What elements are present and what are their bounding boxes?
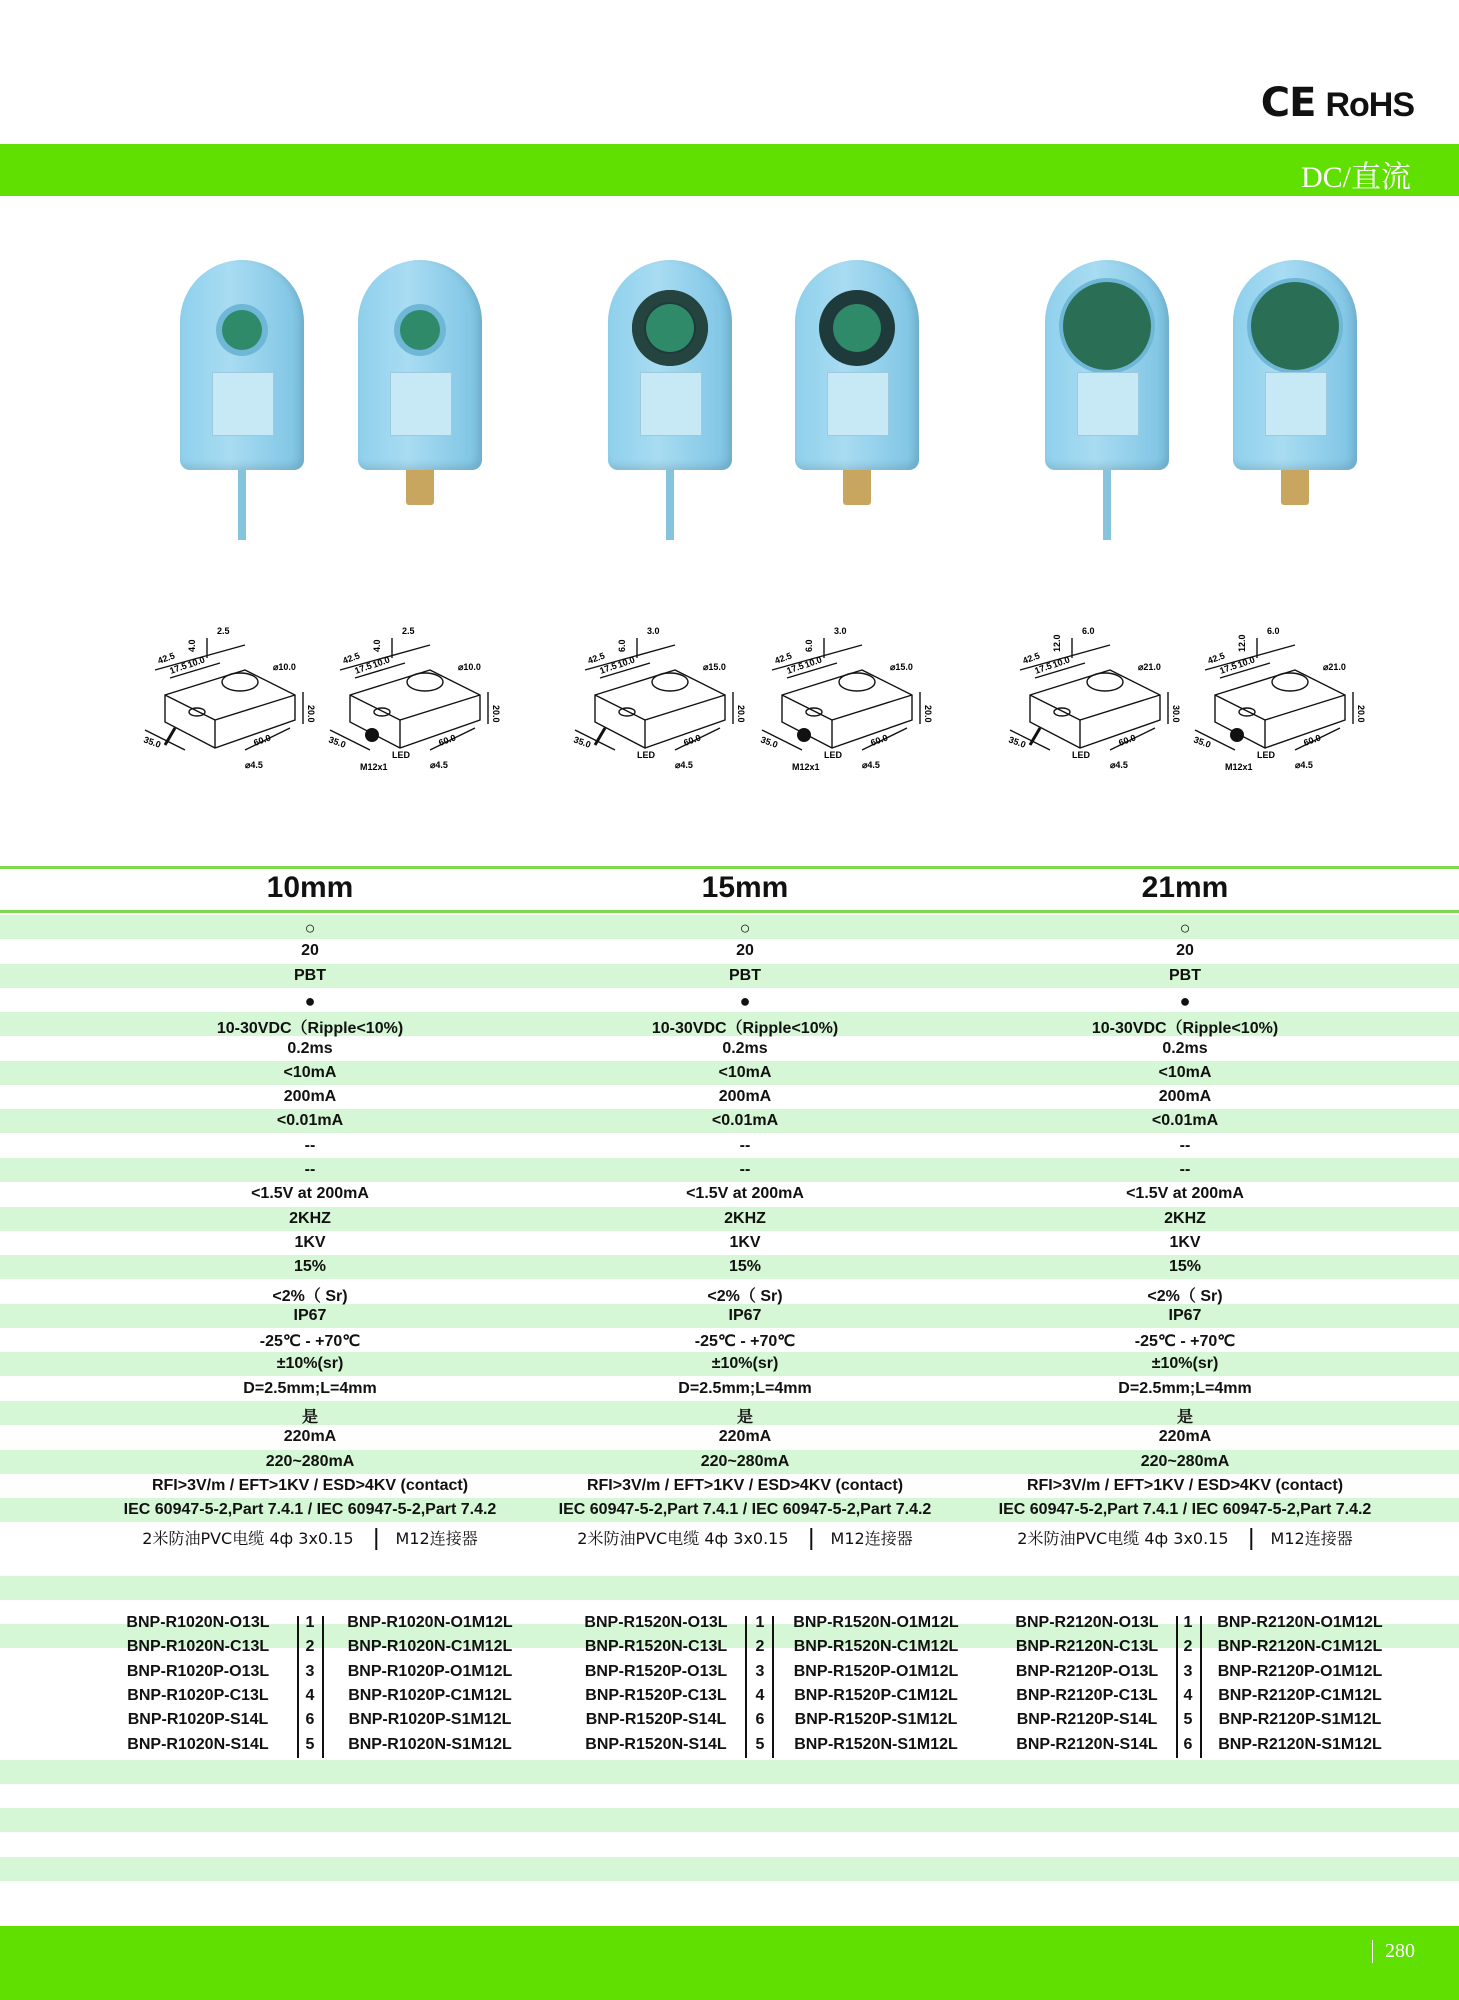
model-connector: BNP-R2120P-S1M12L	[1218, 1711, 1382, 1729]
spec-value: 0.2ms	[722, 1039, 768, 1057]
dimension-label: 35.0	[759, 734, 780, 750]
spec-row	[0, 1158, 1459, 1182]
model-cable: BNP-R1020N-O13L	[126, 1614, 270, 1631]
spec-value: IEC 60947-5-2,Part 7.4.1 / IEC 60947-5-2,Part 7.4.2	[123, 1501, 497, 1519]
wiring-number: 1	[755, 1614, 765, 1631]
dimension-label: 60.0	[1302, 732, 1323, 748]
wiring-number: 3	[305, 1662, 315, 1680]
dimension-label: 20.0	[491, 705, 501, 723]
spec-value: 200mA	[718, 1088, 772, 1106]
dimension-label: 60.0	[1117, 732, 1138, 748]
column-divider	[376, 1528, 378, 1550]
dimension-label: 10.0	[371, 654, 392, 670]
dimension-label: 4.0	[372, 639, 382, 652]
dimension-label: 60.0	[437, 732, 458, 748]
connector-type: M12连接器	[395, 1528, 478, 1548]
dimension-label: 3.0	[834, 626, 847, 636]
dimension-label: 12.0	[1237, 634, 1247, 652]
dimension-label: LED	[392, 750, 410, 760]
spec-value: <2%（ Sr)	[1147, 1287, 1223, 1305]
model-connector: BNP-R1020N-S1M12L	[348, 1735, 512, 1753]
model-connector: BNP-R1520N-S1M12L	[794, 1735, 958, 1753]
model-cable: BNP-R1520N-C13L	[584, 1638, 728, 1656]
size-header-21mm: 21mm	[1141, 871, 1229, 904]
dimension-label: 6.0	[804, 639, 814, 652]
spec-value: 1KV	[729, 1233, 761, 1251]
model-cable: BNP-R1020P-C13L	[127, 1686, 269, 1704]
spec-value: 220~280mA	[265, 1452, 355, 1470]
dimension-label: 10.0	[1236, 654, 1257, 670]
dimension-label: ⌀4.5	[862, 760, 880, 770]
spec-value: PBT	[729, 966, 761, 984]
spec-value: ●	[739, 990, 751, 1011]
wiring-number: 6	[1183, 1735, 1193, 1753]
dimension-label: 17.5	[353, 660, 374, 676]
spec-value: IP67	[728, 1306, 762, 1324]
model-divider	[772, 1616, 774, 1758]
spec-value: 10-30VDC（Ripple<10%)	[1091, 1020, 1279, 1038]
model-connector: BNP-R1520N-O1M12L	[793, 1614, 959, 1631]
dimension-label: 3.0	[647, 626, 660, 636]
spec-value: 10-30VDC（Ripple<10%)	[651, 1020, 839, 1038]
dimension-label: 17.5	[1218, 660, 1239, 676]
wiring-number: 2	[755, 1638, 765, 1656]
dimension-label: ⌀15.0	[703, 662, 726, 672]
dimension-label: LED	[637, 750, 655, 760]
dimension-label: 60.0	[252, 732, 273, 748]
dimension-label: 10.0	[616, 654, 637, 670]
dimension-label: 6.0	[617, 639, 627, 652]
dimension-label: 42.5	[1206, 650, 1227, 666]
model-cable: BNP-R2120P-O13L	[1015, 1662, 1159, 1680]
spec-value: --	[739, 1161, 751, 1178]
dimension-label: 6.0	[1082, 626, 1095, 636]
model-connector: BNP-R2120N-O1M12L	[1217, 1614, 1383, 1631]
dimension-label: 42.5	[586, 650, 607, 666]
dimension-label: 20.0	[1356, 705, 1366, 723]
spec-value: 1KV	[1169, 1233, 1201, 1251]
spacer-stripe	[0, 1808, 1459, 1832]
cable-type: 2米防油PVC电缆 4ф 3x0.15	[1017, 1528, 1229, 1548]
spec-value: 200mA	[283, 1088, 337, 1106]
spec-value: 2KHZ	[724, 1209, 766, 1227]
spec-value: ±10%(sr)	[1151, 1355, 1219, 1373]
model-cable: BNP-R1520N-S14L	[585, 1735, 727, 1753]
spec-value: 220mA	[283, 1428, 337, 1446]
wiring-number: 4	[1183, 1686, 1193, 1704]
product-photos	[0, 245, 1459, 545]
model-cable: BNP-R1020N-C13L	[126, 1638, 270, 1656]
dimension-label: 42.5	[1021, 650, 1042, 666]
dimension-label: 10.0	[186, 654, 207, 670]
model-connector: BNP-R1020P-C1M12L	[348, 1686, 512, 1704]
certification-marks	[1261, 80, 1414, 126]
dimension-label: 60.0	[869, 732, 890, 748]
dimension-label: 42.5	[773, 650, 794, 666]
model-connector: BNP-R1020N-O1M12L	[347, 1614, 513, 1631]
spec-value: RFI>3V/m / EFT>1KV / ESD>4KV (contact)	[1026, 1476, 1344, 1494]
spec-value: 220~280mA	[700, 1452, 790, 1470]
dimension-label: ⌀4.5	[1110, 760, 1128, 770]
spec-row	[0, 915, 1459, 939]
dimension-label: ⌀15.0	[890, 662, 913, 672]
dimension-label: 20.0	[306, 705, 316, 723]
column-divider	[811, 1528, 813, 1550]
dimension-label: 30.0	[1171, 705, 1181, 723]
model-connector: BNP-R1520N-C1M12L	[793, 1638, 959, 1656]
spec-value: ○	[739, 918, 751, 938]
spec-value: --	[1179, 1136, 1191, 1154]
wiring-number: 5	[755, 1735, 765, 1753]
model-connector: BNP-R1020P-O1M12L	[347, 1662, 513, 1680]
wiring-number: 1	[305, 1614, 315, 1631]
model-divider	[745, 1616, 747, 1758]
spec-value: 220mA	[718, 1428, 772, 1446]
spec-value: ●	[1179, 990, 1191, 1011]
model-cable: BNP-R1520P-C13L	[585, 1686, 727, 1704]
wiring-number: 5	[305, 1735, 315, 1753]
model-connector: BNP-R2120P-O1M12L	[1217, 1662, 1383, 1680]
spec-value: RFI>3V/m / EFT>1KV / ESD>4KV (contact)	[586, 1476, 904, 1494]
dimension-drawing	[555, 600, 755, 775]
model-connector: BNP-R1020P-S1M12L	[348, 1711, 512, 1729]
spec-value: 20	[736, 942, 754, 960]
table-header-rule	[0, 910, 1459, 913]
dimension-label: LED	[824, 750, 842, 760]
spec-row	[0, 1134, 1459, 1158]
dimension-label: 35.0	[327, 734, 348, 750]
wiring-number: 3	[1183, 1662, 1193, 1680]
spec-value: PBT	[294, 966, 326, 984]
spec-value: ●	[304, 990, 316, 1011]
model-cable: BNP-R1020P-O13L	[126, 1662, 270, 1680]
dimension-label: 20.0	[923, 705, 933, 723]
dimension-label: 2.5	[217, 626, 230, 636]
spec-value: 200mA	[1158, 1088, 1212, 1106]
cable-type: 2米防油PVC电缆 4ф 3x0.15	[577, 1528, 789, 1548]
spec-value: 15%	[728, 1258, 762, 1276]
connector-type: M12连接器	[1270, 1528, 1353, 1548]
rohs-mark: RoHS	[1325, 86, 1414, 124]
spacer-stripe	[0, 1857, 1459, 1881]
spec-row	[0, 939, 1459, 963]
model-connector: BNP-R2120N-S1M12L	[1218, 1735, 1382, 1753]
spec-value: ○	[304, 918, 316, 938]
wiring-number: 4	[305, 1686, 315, 1704]
spec-value: IEC 60947-5-2,Part 7.4.1 / IEC 60947-5-2,Part 7.4.2	[558, 1501, 932, 1519]
wiring-number: 6	[305, 1711, 315, 1729]
spec-value: D=2.5mm;L=4mm	[678, 1379, 812, 1397]
dimension-label: 20.0	[736, 705, 746, 723]
dimension-label: 4.0	[187, 639, 197, 652]
spec-value: 20	[301, 942, 319, 960]
model-cable: BNP-R1520N-O13L	[584, 1614, 728, 1631]
dimension-label: 17.5	[1033, 660, 1054, 676]
spec-value: D=2.5mm;L=4mm	[1118, 1379, 1252, 1397]
model-cable: BNP-R2120P-S14L	[1016, 1711, 1158, 1729]
spec-value: <0.01mA	[711, 1112, 779, 1130]
wiring-number: 5	[1183, 1711, 1193, 1729]
dimension-label: 42.5	[156, 650, 177, 666]
dimension-label: ⌀4.5	[1295, 760, 1313, 770]
spacer-stripe	[0, 1760, 1459, 1784]
model-connector: BNP-R2120P-C1M12L	[1218, 1686, 1382, 1704]
dimension-label: 17.5	[785, 660, 806, 676]
model-cable: BNP-R1520P-O13L	[584, 1662, 728, 1680]
size-header-10mm: 10mm	[266, 871, 354, 904]
dimension-label: 17.5	[168, 660, 189, 676]
wiring-number: 3	[755, 1662, 765, 1680]
spec-value: --	[304, 1161, 316, 1178]
spec-value: <1.5V at 200mA	[1126, 1185, 1244, 1203]
output-type-cell	[142, 1526, 477, 1551]
spacer-stripe	[0, 1576, 1459, 1600]
spec-value: <2%（ Sr)	[707, 1287, 783, 1305]
spec-value: D=2.5mm;L=4mm	[243, 1379, 377, 1397]
dimension-label: 6.0	[1267, 626, 1280, 636]
spec-value: 是	[736, 1409, 754, 1426]
wiring-number: 6	[755, 1711, 765, 1729]
wiring-number: 2	[305, 1638, 315, 1656]
wiring-number: 4	[755, 1686, 765, 1704]
spec-value: 2KHZ	[289, 1209, 331, 1227]
dimension-label: 2.5	[402, 626, 415, 636]
dimension-label: ⌀10.0	[273, 662, 296, 672]
spec-value: 20	[1176, 942, 1194, 960]
dimension-label: ⌀21.0	[1323, 662, 1346, 672]
spec-value: 2KHZ	[1164, 1209, 1206, 1227]
dimension-label: M12x1	[360, 762, 388, 772]
dimension-label: 35.0	[1192, 734, 1213, 750]
spec-value: <0.01mA	[276, 1112, 344, 1130]
cable-type: 2米防油PVC电缆 4ф 3x0.15	[142, 1528, 354, 1548]
banner-title: DC/直流	[1300, 161, 1411, 194]
spec-value: 0.2ms	[287, 1039, 333, 1057]
spec-value: IP67	[1168, 1306, 1202, 1324]
spec-value: --	[739, 1136, 751, 1154]
column-divider	[1251, 1528, 1253, 1550]
spec-value: <0.01mA	[1151, 1112, 1219, 1130]
model-divider	[297, 1616, 299, 1758]
dimension-label: 12.0	[1052, 634, 1062, 652]
spec-value: <10mA	[1158, 1063, 1212, 1081]
ce-mark: CE	[1260, 80, 1316, 126]
dimension-label: 35.0	[572, 734, 593, 750]
model-divider	[1176, 1616, 1178, 1758]
spec-value: 220mA	[1158, 1428, 1212, 1446]
dimension-label: 35.0	[1007, 734, 1028, 750]
spec-value: IEC 60947-5-2,Part 7.4.1 / IEC 60947-5-2,Part 7.4.2	[998, 1501, 1372, 1519]
model-connector: BNP-R1520P-O1M12L	[793, 1662, 959, 1680]
connector-type: M12连接器	[830, 1528, 913, 1548]
spec-value: <1.5V at 200mA	[686, 1185, 804, 1203]
spec-value: 15%	[1168, 1258, 1202, 1276]
model-cable: BNP-R1020P-S14L	[127, 1711, 269, 1729]
model-connector: BNP-R1020N-C1M12L	[347, 1638, 513, 1656]
spec-value: RFI>3V/m / EFT>1KV / ESD>4KV (contact)	[151, 1476, 469, 1494]
dimension-label: 60.0	[682, 732, 703, 748]
dimension-label: M12x1	[792, 762, 820, 772]
dimension-label: 10.0	[1051, 654, 1072, 670]
dimension-label: M12x1	[1225, 762, 1253, 772]
spec-value: -25℃ - +70℃	[694, 1333, 796, 1351]
spec-value: 0.2ms	[1162, 1039, 1208, 1057]
dimension-label: ⌀4.5	[245, 760, 263, 770]
dimension-label: LED	[1257, 750, 1275, 760]
model-connector: BNP-R1520P-S1M12L	[794, 1711, 958, 1729]
size-header-15mm: 15mm	[701, 871, 789, 904]
spec-value: ±10%(sr)	[711, 1355, 779, 1373]
spec-value: <10mA	[718, 1063, 772, 1081]
dimension-label: 10.0	[803, 654, 824, 670]
wiring-number: 1	[1183, 1614, 1193, 1631]
dimension-drawing	[990, 600, 1190, 775]
footer-bar	[0, 1926, 1459, 2000]
spec-value: -25℃ - +70℃	[1134, 1333, 1236, 1351]
spec-value: <1.5V at 200mA	[251, 1185, 369, 1203]
model-connector: BNP-R1520P-C1M12L	[794, 1686, 958, 1704]
dimension-label: ⌀4.5	[675, 760, 693, 770]
spec-value: 220~280mA	[1140, 1452, 1230, 1470]
output-type-cell	[1017, 1526, 1352, 1551]
spec-value: ±10%(sr)	[276, 1355, 344, 1373]
output-type-cell	[577, 1526, 912, 1551]
spec-value: --	[1179, 1161, 1191, 1178]
spec-value: -25℃ - +70℃	[259, 1333, 361, 1351]
model-cable: BNP-R1020N-S14L	[127, 1735, 269, 1753]
dimension-label: ⌀10.0	[458, 662, 481, 672]
dimension-drawing	[125, 600, 325, 775]
page-number: 280	[1372, 1940, 1415, 1963]
spec-row	[0, 1401, 1459, 1425]
spec-value: IP67	[293, 1306, 327, 1324]
spec-value: <2%（ Sr)	[272, 1287, 348, 1305]
spec-value: 10-30VDC（Ripple<10%)	[216, 1020, 404, 1038]
spec-value: 是	[301, 1409, 319, 1426]
dimension-label: ⌀4.5	[430, 760, 448, 770]
dimension-label: LED	[1072, 750, 1090, 760]
spec-value: ○	[1179, 918, 1191, 938]
model-divider	[1200, 1616, 1202, 1758]
spec-value: --	[304, 1136, 316, 1154]
dimension-label: 42.5	[341, 650, 362, 666]
model-cable: BNP-R2120N-O13L	[1015, 1614, 1159, 1631]
model-cable: BNP-R2120N-C13L	[1015, 1638, 1159, 1656]
spec-value: 是	[1176, 1409, 1194, 1426]
spec-value: PBT	[1169, 966, 1201, 984]
model-connector: BNP-R2120N-C1M12L	[1217, 1638, 1383, 1656]
spec-row	[0, 988, 1459, 1012]
spec-value: 15%	[293, 1258, 327, 1276]
dimension-label: 35.0	[142, 734, 163, 750]
dimension-drawing	[742, 600, 942, 775]
spec-value: 1KV	[294, 1233, 326, 1251]
dimension-label: ⌀21.0	[1138, 662, 1161, 672]
model-cable: BNP-R2120P-C13L	[1016, 1686, 1158, 1704]
spec-value: <10mA	[283, 1063, 337, 1081]
category-banner	[0, 144, 1459, 196]
wiring-number: 2	[1183, 1638, 1193, 1656]
model-cable: BNP-R2120N-S14L	[1016, 1735, 1158, 1753]
dimension-drawing	[1175, 600, 1375, 775]
table-top-rule	[0, 866, 1459, 869]
model-cable: BNP-R1520P-S14L	[585, 1711, 727, 1729]
model-divider	[322, 1616, 324, 1758]
dimension-drawing	[310, 600, 510, 775]
dimension-label: 17.5	[598, 660, 619, 676]
